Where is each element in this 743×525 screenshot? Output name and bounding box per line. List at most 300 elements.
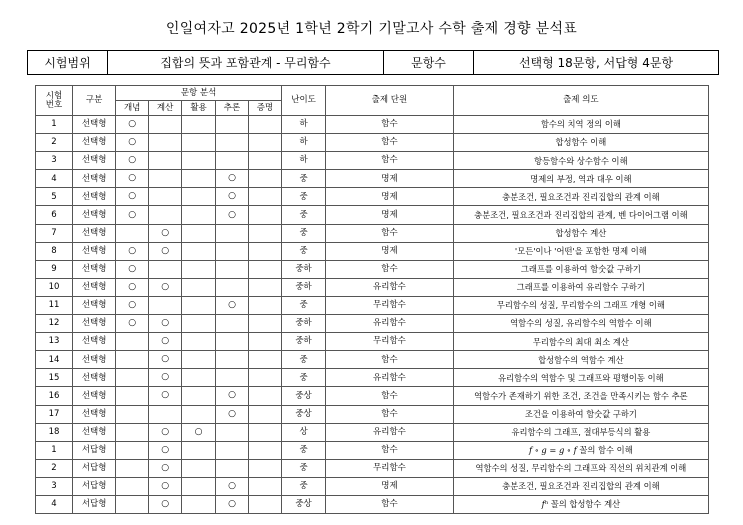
analysis-table — [35, 85, 709, 514]
row-mark-cell — [216, 152, 249, 170]
table-row — [36, 170, 709, 188]
row-intent-text: 역함수의 성질, 무리함수의 그래프와 직선의 위치관계 이해 — [475, 463, 687, 474]
row-mark-cell — [248, 152, 281, 170]
row-mark-cell — [248, 387, 281, 405]
check-mark: ○ — [161, 480, 170, 491]
check-mark: ○ — [161, 462, 170, 473]
row-mark-cell — [116, 441, 149, 459]
row-type: 선택형 — [73, 170, 116, 188]
header-unit: 출제 단원 — [326, 86, 454, 116]
row-type: 선택형 — [73, 369, 116, 387]
row-mark-cell — [216, 405, 249, 423]
row-unit: 무리함수 — [326, 333, 454, 351]
row-unit: 유리함수 — [326, 369, 454, 387]
row-difficulty: 중 — [281, 242, 325, 260]
row-type: 선택형 — [73, 333, 116, 351]
row-mark-cell — [149, 315, 182, 333]
row-mark-cell — [182, 477, 216, 495]
row-mark-cell — [116, 134, 149, 152]
row-intent-text: 꼴의 합성함수 계산 — [550, 499, 621, 510]
check-mark: ○ — [228, 499, 236, 510]
row-mark-cell — [216, 423, 249, 441]
row-intent — [453, 278, 708, 296]
row-number: 11 — [36, 296, 73, 314]
check-mark: ○ — [161, 372, 170, 383]
row-mark-cell — [216, 242, 249, 260]
header-intent: 출제 의도 — [453, 86, 708, 116]
row-mark-cell — [248, 405, 281, 423]
row-type: 선택형 — [73, 242, 116, 260]
row-mark-cell — [116, 278, 149, 296]
exam-info-table — [27, 50, 719, 75]
row-mark-cell — [149, 423, 182, 441]
row-number: 18 — [36, 423, 73, 441]
row-intent — [453, 116, 708, 134]
row-number: 14 — [36, 351, 73, 369]
row-mark-cell — [216, 116, 249, 134]
row-number: 1 — [36, 441, 73, 459]
row-number: 2 — [36, 134, 73, 152]
table-row — [36, 278, 709, 296]
row-mark-cell — [216, 351, 249, 369]
row-intent-text: 유리함수의 그래프, 절대부등식의 활용 — [511, 426, 651, 437]
row-unit: 함수 — [326, 495, 454, 513]
row-unit: 함수 — [326, 441, 454, 459]
table-row — [36, 206, 709, 224]
check-mark: ○ — [128, 318, 137, 329]
row-mark-cell — [149, 134, 182, 152]
row-intent-math: f ∘ g = g ∘ f — [529, 445, 577, 456]
row-unit: 함수 — [326, 351, 454, 369]
row-mark-cell — [149, 459, 182, 477]
check-mark: ○ — [128, 263, 137, 274]
row-intent — [453, 441, 708, 459]
row-mark-cell — [116, 188, 149, 206]
row-mark-cell — [116, 206, 149, 224]
row-number: 7 — [36, 224, 73, 242]
row-mark-cell — [182, 459, 216, 477]
row-intent-text: 항등함수와 상수함수 이해 — [534, 155, 628, 166]
row-mark-cell — [149, 387, 182, 405]
row-difficulty: 하 — [281, 152, 325, 170]
row-mark-cell — [248, 170, 281, 188]
row-mark-cell — [182, 224, 216, 242]
row-number: 10 — [36, 278, 73, 296]
row-unit: 명제 — [326, 477, 454, 495]
row-unit: 함수 — [326, 116, 454, 134]
row-mark-cell — [149, 495, 182, 513]
row-mark-cell — [216, 369, 249, 387]
header-no-line1: 시험 — [45, 91, 63, 101]
table-row — [36, 369, 709, 387]
header-concept: 개념 — [116, 101, 149, 116]
header-application: 활용 — [182, 101, 216, 116]
row-unit: 명제 — [326, 242, 454, 260]
check-mark: ○ — [228, 390, 236, 401]
row-intent-text: 꼴의 함수 이해 — [579, 445, 633, 456]
row-mark-cell — [149, 405, 182, 423]
row-intent — [453, 423, 708, 441]
row-mark-cell — [116, 351, 149, 369]
row-type: 선택형 — [73, 315, 116, 333]
row-intent-text: 합성함수의 역함수 계산 — [538, 354, 624, 365]
row-intent-text: 무리함수의 최대 최소 계산 — [532, 336, 629, 347]
row-type: 선택형 — [73, 188, 116, 206]
check-mark: ○ — [128, 281, 137, 292]
row-intent — [453, 477, 708, 495]
row-mark-cell — [149, 351, 182, 369]
check-mark: ○ — [128, 119, 137, 130]
check-mark: ○ — [161, 499, 170, 510]
check-mark: ○ — [228, 209, 236, 220]
header-analysis: 문항 분석 — [116, 86, 282, 101]
row-intent — [453, 170, 708, 188]
row-mark-cell — [248, 134, 281, 152]
row-difficulty: 중하 — [281, 260, 325, 278]
row-mark-cell — [248, 333, 281, 351]
row-mark-cell — [116, 333, 149, 351]
range-label: 시험범위 — [28, 51, 108, 75]
row-type: 서답형 — [73, 441, 116, 459]
table-row — [36, 495, 709, 513]
row-number: 5 — [36, 188, 73, 206]
row-mark-cell — [182, 369, 216, 387]
table-row — [36, 116, 709, 134]
row-mark-cell — [216, 134, 249, 152]
row-mark-cell — [182, 423, 216, 441]
row-difficulty: 상 — [281, 423, 325, 441]
check-mark: ○ — [161, 318, 170, 329]
row-mark-cell — [182, 405, 216, 423]
row-intent-text: 그래프를 이용하여 함숫값 구하기 — [520, 264, 641, 275]
row-difficulty: 중 — [281, 188, 325, 206]
row-difficulty: 중 — [281, 296, 325, 314]
row-number: 8 — [36, 242, 73, 260]
check-mark: ○ — [228, 480, 236, 491]
row-mark-cell — [248, 423, 281, 441]
row-intent-text: 충분조건, 필요조건과 진리집합의 관계, 벤 다이어그램 이해 — [474, 209, 688, 220]
row-mark-cell — [149, 206, 182, 224]
check-mark: ○ — [161, 281, 170, 292]
table-row — [36, 423, 709, 441]
row-mark-cell — [216, 315, 249, 333]
table-row — [36, 152, 709, 170]
row-mark-cell — [116, 296, 149, 314]
row-intent — [453, 206, 708, 224]
table-row — [36, 134, 709, 152]
row-mark-cell — [216, 224, 249, 242]
header-calculation: 계산 — [149, 101, 182, 116]
row-intent-text: 무리함수의 성질, 무리함수의 그래프 개형 이해 — [496, 300, 665, 311]
row-mark-cell — [116, 369, 149, 387]
row-intent-math: fⁿ — [541, 499, 549, 510]
row-mark-cell — [182, 260, 216, 278]
row-type: 선택형 — [73, 387, 116, 405]
header-exam-no — [36, 86, 73, 116]
row-intent — [453, 188, 708, 206]
header-no-line2: 번호 — [45, 99, 63, 110]
table-row — [36, 351, 709, 369]
row-difficulty: 중 — [281, 170, 325, 188]
header-reasoning: 추론 — [216, 101, 249, 116]
row-unit: 함수 — [326, 152, 454, 170]
check-mark: ○ — [161, 444, 170, 455]
check-mark: ○ — [161, 227, 170, 238]
row-unit: 유리함수 — [326, 315, 454, 333]
row-unit: 함수 — [326, 387, 454, 405]
row-difficulty: 중 — [281, 459, 325, 477]
check-mark: ○ — [128, 245, 137, 256]
row-mark-cell — [149, 260, 182, 278]
row-number: 6 — [36, 206, 73, 224]
row-mark-cell — [116, 260, 149, 278]
row-mark-cell — [182, 170, 216, 188]
row-mark-cell — [248, 242, 281, 260]
row-mark-cell — [182, 134, 216, 152]
row-number: 3 — [36, 477, 73, 495]
row-mark-cell — [149, 224, 182, 242]
row-mark-cell — [149, 188, 182, 206]
check-mark: ○ — [228, 173, 236, 184]
page-title: 인일여자고 2025년 1학년 2학기 기말고사 수학 출제 경향 분석표 — [165, 21, 578, 37]
row-intent-text: 합성함수 이해 — [555, 137, 607, 148]
table-row — [36, 260, 709, 278]
table-row — [36, 387, 709, 405]
row-type: 서답형 — [73, 459, 116, 477]
row-mark-cell — [149, 170, 182, 188]
row-unit: 유리함수 — [326, 423, 454, 441]
table-row — [36, 459, 709, 477]
row-mark-cell — [116, 152, 149, 170]
row-mark-cell — [116, 387, 149, 405]
row-mark-cell — [182, 188, 216, 206]
row-type: 선택형 — [73, 278, 116, 296]
check-mark: ○ — [128, 299, 137, 310]
row-mark-cell — [116, 423, 149, 441]
row-mark-cell — [248, 477, 281, 495]
row-type: 선택형 — [73, 134, 116, 152]
row-intent-text: 조건을 이용하여 함숫값 구하기 — [524, 408, 637, 419]
check-mark: ○ — [228, 299, 236, 310]
row-intent-text: 합성함수 계산 — [555, 227, 607, 238]
row-mark-cell — [216, 206, 249, 224]
row-type: 서답형 — [73, 495, 116, 513]
row-mark-cell — [182, 206, 216, 224]
row-type: 선택형 — [73, 152, 116, 170]
row-difficulty: 중상 — [281, 387, 325, 405]
row-number: 12 — [36, 315, 73, 333]
row-difficulty: 중하 — [281, 333, 325, 351]
row-difficulty: 중하 — [281, 315, 325, 333]
row-unit: 명제 — [326, 188, 454, 206]
row-mark-cell — [116, 116, 149, 134]
table-row — [36, 405, 709, 423]
row-mark-cell — [216, 170, 249, 188]
header-proof: 증명 — [248, 101, 281, 116]
row-mark-cell — [216, 278, 249, 296]
row-mark-cell — [116, 315, 149, 333]
row-type: 선택형 — [73, 296, 116, 314]
count-label: 문항수 — [384, 51, 474, 75]
header-difficulty: 난이도 — [281, 86, 325, 116]
row-mark-cell — [182, 296, 216, 314]
check-mark: ○ — [128, 191, 137, 202]
row-difficulty: 중 — [281, 369, 325, 387]
row-mark-cell — [248, 315, 281, 333]
table-row — [36, 188, 709, 206]
row-type: 선택형 — [73, 224, 116, 242]
row-type: 선택형 — [73, 260, 116, 278]
row-unit: 함수 — [326, 224, 454, 242]
row-mark-cell — [248, 495, 281, 513]
row-intent — [453, 315, 708, 333]
row-intent — [453, 351, 708, 369]
row-mark-cell — [116, 459, 149, 477]
row-intent — [453, 296, 708, 314]
row-mark-cell — [182, 242, 216, 260]
row-number: 9 — [36, 260, 73, 278]
row-intent-text: 그래프를 이용하여 유리함수 구하기 — [516, 282, 645, 293]
row-mark-cell — [182, 441, 216, 459]
row-difficulty: 중 — [281, 477, 325, 495]
row-intent-text: 명제의 부정, 역과 대우 이해 — [530, 173, 632, 184]
row-mark-cell — [116, 405, 149, 423]
row-type: 선택형 — [73, 351, 116, 369]
row-unit: 함수 — [326, 260, 454, 278]
check-mark: ○ — [128, 173, 137, 184]
check-mark: ○ — [228, 191, 236, 202]
row-mark-cell — [116, 170, 149, 188]
row-number: 13 — [36, 333, 73, 351]
row-difficulty: 중 — [281, 441, 325, 459]
row-intent-text: 역함수의 성질, 유리함수의 역함수 이해 — [510, 318, 652, 329]
row-mark-cell — [149, 441, 182, 459]
row-number: 16 — [36, 387, 73, 405]
row-unit: 함수 — [326, 405, 454, 423]
table-row — [36, 242, 709, 260]
row-mark-cell — [216, 495, 249, 513]
row-mark-cell — [182, 152, 216, 170]
row-intent — [453, 369, 708, 387]
row-mark-cell — [116, 477, 149, 495]
row-mark-cell — [248, 260, 281, 278]
row-intent-text: '모든'이나 '어떤'을 포함한 명제 이해 — [514, 246, 647, 257]
row-type: 선택형 — [73, 206, 116, 224]
check-mark: ○ — [128, 137, 137, 148]
table-row — [36, 315, 709, 333]
row-intent — [453, 224, 708, 242]
row-intent — [453, 152, 708, 170]
row-mark-cell — [248, 278, 281, 296]
row-number: 4 — [36, 495, 73, 513]
row-unit: 명제 — [326, 170, 454, 188]
row-intent — [453, 134, 708, 152]
row-type: 선택형 — [73, 116, 116, 134]
row-intent — [453, 242, 708, 260]
row-mark-cell — [182, 116, 216, 134]
check-mark: ○ — [128, 155, 137, 166]
row-difficulty: 중상 — [281, 495, 325, 513]
check-mark: ○ — [128, 209, 137, 220]
row-mark-cell — [182, 333, 216, 351]
row-mark-cell — [216, 441, 249, 459]
check-mark: ○ — [161, 390, 170, 401]
row-mark-cell — [182, 387, 216, 405]
range-value: 집합의 뜻과 포함관계 - 무리함수 — [108, 51, 384, 75]
row-intent-text: 유리함수의 역함수 및 그래프와 평행이동 이해 — [498, 372, 664, 383]
row-intent — [453, 495, 708, 513]
row-unit: 유리함수 — [326, 278, 454, 296]
row-mark-cell — [216, 477, 249, 495]
row-number: 17 — [36, 405, 73, 423]
row-mark-cell — [248, 116, 281, 134]
row-intent — [453, 387, 708, 405]
row-mark-cell — [248, 441, 281, 459]
row-unit: 명제 — [326, 206, 454, 224]
row-mark-cell — [216, 459, 249, 477]
row-number: 15 — [36, 369, 73, 387]
row-mark-cell — [182, 315, 216, 333]
row-type: 서답형 — [73, 477, 116, 495]
table-body — [36, 116, 709, 514]
row-intent-text: 함수의 치역 정의 이해 — [540, 119, 621, 130]
row-mark-cell — [116, 495, 149, 513]
row-mark-cell — [216, 188, 249, 206]
row-mark-cell — [182, 351, 216, 369]
row-difficulty: 중하 — [281, 278, 325, 296]
row-number: 2 — [36, 459, 73, 477]
table-row — [36, 441, 709, 459]
table-row — [36, 224, 709, 242]
row-mark-cell — [149, 369, 182, 387]
row-mark-cell — [216, 387, 249, 405]
row-intent — [453, 405, 708, 423]
row-difficulty: 중 — [281, 351, 325, 369]
row-mark-cell — [248, 351, 281, 369]
check-mark: ○ — [194, 426, 203, 437]
check-mark: ○ — [161, 336, 170, 347]
row-mark-cell — [182, 278, 216, 296]
row-number: 1 — [36, 116, 73, 134]
row-difficulty: 중상 — [281, 405, 325, 423]
row-mark-cell — [149, 278, 182, 296]
row-intent — [453, 260, 708, 278]
row-mark-cell — [149, 116, 182, 134]
row-type: 선택형 — [73, 405, 116, 423]
row-mark-cell — [248, 296, 281, 314]
row-intent-text: 충분조건, 필요조건과 진리집합의 관계 이해 — [502, 191, 660, 202]
row-mark-cell — [149, 152, 182, 170]
row-number: 4 — [36, 170, 73, 188]
row-difficulty: 중 — [281, 206, 325, 224]
row-difficulty: 하 — [281, 116, 325, 134]
check-mark: ○ — [161, 354, 170, 365]
row-mark-cell — [248, 369, 281, 387]
table-row — [36, 477, 709, 495]
row-unit: 무리함수 — [326, 459, 454, 477]
table-row — [36, 333, 709, 351]
check-mark: ○ — [228, 408, 236, 419]
row-unit: 함수 — [326, 134, 454, 152]
table-row — [36, 296, 709, 314]
check-mark: ○ — [161, 426, 170, 437]
count-value: 선택형 18문항, 서답형 4문항 — [474, 51, 719, 75]
row-mark-cell — [216, 260, 249, 278]
header-type: 구분 — [73, 86, 116, 116]
row-mark-cell — [248, 188, 281, 206]
row-mark-cell — [116, 242, 149, 260]
row-mark-cell — [149, 333, 182, 351]
